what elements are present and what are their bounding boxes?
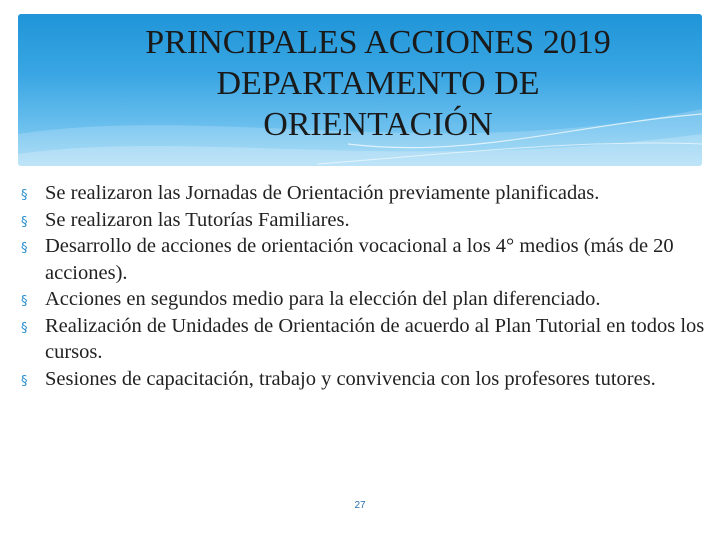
bullet-text: Se realizaron las Jornadas de Orientación previamente planificadas. xyxy=(45,182,600,204)
slide-title xyxy=(58,22,698,145)
title-line: DEPARTAMENTO DE xyxy=(216,65,540,102)
bullet-item xyxy=(18,366,708,393)
bullet-marker-icon: § xyxy=(21,294,28,309)
bullet-marker-icon: § xyxy=(21,320,28,336)
bullet-text: Sesiones de capacitación, trabajo y convivencia con los profesores tutores. xyxy=(45,367,656,390)
bullet-marker-icon: § xyxy=(21,241,28,256)
bullet-item xyxy=(18,233,708,286)
bullet-text: Se realizaron las Tutorías Familiares. xyxy=(45,208,350,231)
bullet-marker-icon: § xyxy=(21,188,28,203)
bullet-text: Desarrollo de acciones de orientación vocacional a los 4° medios (más de 20 acciones). xyxy=(45,235,674,284)
bullet-text: Realización de Unidades de Orientación de acuerdo al Plan Tutorial en todos los cursos. xyxy=(45,314,705,363)
page-number: 27 xyxy=(354,500,366,511)
bullet-list xyxy=(18,180,708,392)
bullet-item xyxy=(18,207,708,234)
title-banner xyxy=(18,14,702,166)
bullet-marker-icon: § xyxy=(21,214,28,230)
bullet-text: Acciones en segundos medio para la elección del plan diferenciado. xyxy=(45,288,601,310)
title-line: ORIENTACIÓN xyxy=(263,106,493,143)
bullet-item xyxy=(18,286,708,313)
bullet-item xyxy=(18,313,708,366)
bullet-marker-icon: § xyxy=(21,373,28,389)
title-line: PRINCIPALES ACCIONES 2019 xyxy=(145,24,611,61)
bullet-item xyxy=(18,180,708,207)
